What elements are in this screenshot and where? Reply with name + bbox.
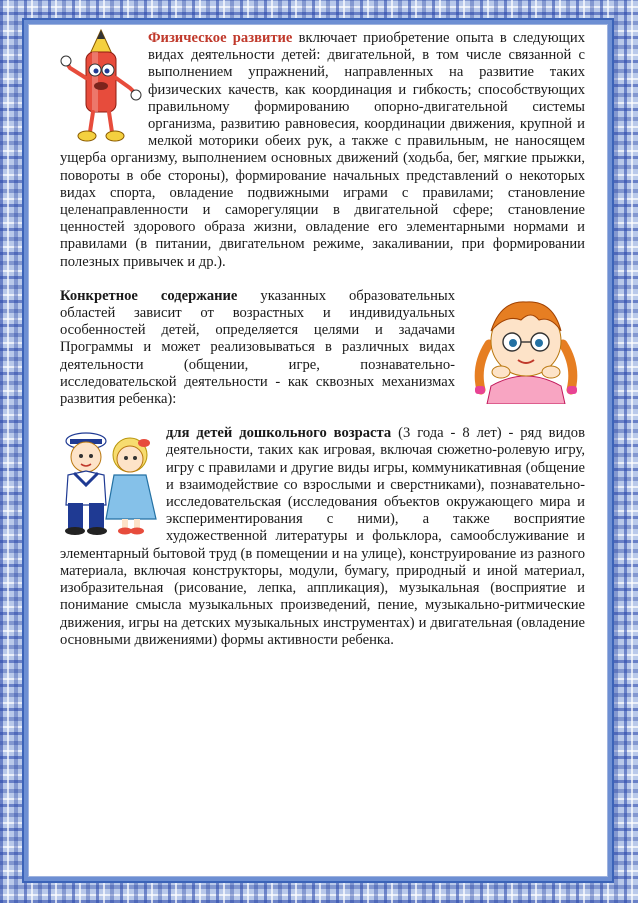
document-body: [60, 30, 585, 649]
sailor-boy-and-girl-illustration: [56, 425, 160, 537]
text-physical-development: включает приобретение опыта в следующих видах деятельности детей: двигательной, в том числе связанной с выполнением упражнений, направленных на развитие таких физических качеств, как координация и гибкость; способствующих правильному формированию опорно-двигательной системы организма, развитию равновесия, координации движения, крупной и мелкой моторики обеих рук, а также с правильным, не наносящем ущерба организму, выполнением основных движений (ходьба, бег, мягкие прыжки, повороты в обе стороны), формирование начальных представлений о некоторых видах спорта, овладение подвижными играми с правилами; становление целенаправленности и саморегуляции в двигательной сфере; становление ценностей здорового образа жизни, овладение его элементарными нормами и правилами (в питании, двигательном режиме, закаливании, при формировании полезных привычек и др.).: [60, 30, 585, 270]
text-preschool-age: (3 года - 8 лет) - ряд видов деятельности, таких как игровая, включая сюжетно-ролевую игру, игру с правилами и другие виды игры, коммуникативная (общение и взаимодействие со взрослыми и сверстниками), познавательно-исследовательская (исследования объектов окружающего мира и экспериментирования с ними), а также восприятие художественной литературы и фольклора, самообслуживание и элементарный бытовой труд (в помещении и на улице), конструирование из разного материала, включая конструкторы, модули, бумагу, природный и иной материал, изобразительная (рисование, лепка, аппликация), музыкальная (восприятие и понимание смысла музыкальных произведений, пение, музыкально-ритмические движения, игры на детских музыкальных инструментах) и двигательная (овладение основными движениями) формы активности ребенка.: [60, 425, 585, 648]
term-physical-development: Физическое развитие: [148, 30, 293, 46]
term-preschool-age: для детей дошкольного возраста: [166, 425, 392, 442]
text-concrete-content: указанных образовательных областей зависит от возрастных и индивидуальных особенностей детей, определяется целями и задачами Программы и может реализовываться в различных видах деятельности (общении, игре, познавательно-исследовательской деятельности - как сквозных механизмах развития ребенка):: [60, 287, 455, 408]
pencil-character-illustration: [60, 28, 142, 146]
red-haired-girl-illustration: [461, 286, 591, 404]
term-concrete-content: Конкретное содержание: [60, 287, 238, 304]
